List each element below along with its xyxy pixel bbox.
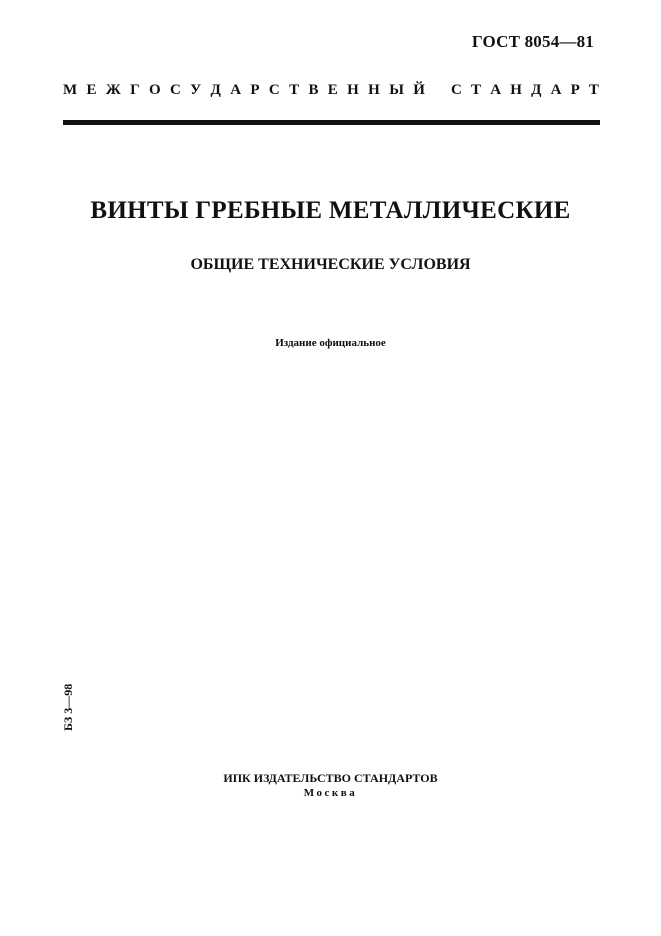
standard-type-letter: В — [308, 82, 319, 98]
document-subtitle: ОБЩИЕ ТЕХНИЧЕСКИЕ УСЛОВИЯ — [190, 256, 471, 273]
standard-type-letter: Н — [368, 82, 380, 98]
standard-type-word-interstate — [63, 82, 425, 99]
standard-type-letter: О — [148, 82, 161, 98]
standard-type-letter: Е — [327, 82, 338, 98]
document-title: ВИНТЫ ГРЕБНЫЕ МЕТАЛЛИЧЕСКИЕ — [90, 197, 571, 224]
standard-type-letter: Ж — [105, 82, 121, 98]
standard-type-letter: У — [190, 82, 202, 98]
publisher-name: ИПК ИЗДАТЕЛЬСТВО СТАНДАРТОВ — [223, 771, 438, 785]
standard-type-letter: Ы — [389, 82, 404, 98]
header-rule — [63, 120, 600, 125]
side-code: БЗ 3—98 — [61, 683, 75, 731]
standard-type-letter: Т — [471, 82, 482, 98]
standard-type-letter: Т — [289, 82, 300, 98]
standard-type-letter: Н — [347, 82, 359, 98]
standard-type-letter: С — [268, 82, 280, 98]
publisher-city: Москва — [303, 787, 358, 799]
standard-type-heading — [63, 82, 599, 99]
standard-type-letter: А — [490, 82, 502, 98]
standard-type-letter: Й — [413, 82, 425, 98]
edition-note: Издание официальное — [275, 337, 386, 349]
standard-type-letter: Н — [510, 82, 522, 98]
standard-type-letter: Р — [250, 82, 260, 98]
standard-type-letter: Д — [210, 82, 221, 98]
standard-type-letter: Д — [531, 82, 542, 98]
standard-type-letter: Р — [570, 82, 580, 98]
document-designation: ГОСТ 8054—81 — [471, 32, 594, 51]
standard-type-letter: А — [230, 82, 242, 98]
standard-type-letter: Г — [130, 82, 140, 98]
standard-type-letter: С — [169, 82, 181, 98]
standard-type-word-standard — [451, 82, 599, 99]
standard-type-letter: Т — [588, 82, 599, 98]
standard-type-letter: М — [63, 82, 78, 98]
standard-type-letter: А — [550, 82, 562, 98]
standard-type-letter: С — [451, 82, 462, 98]
standard-type-letter: Е — [86, 82, 97, 98]
